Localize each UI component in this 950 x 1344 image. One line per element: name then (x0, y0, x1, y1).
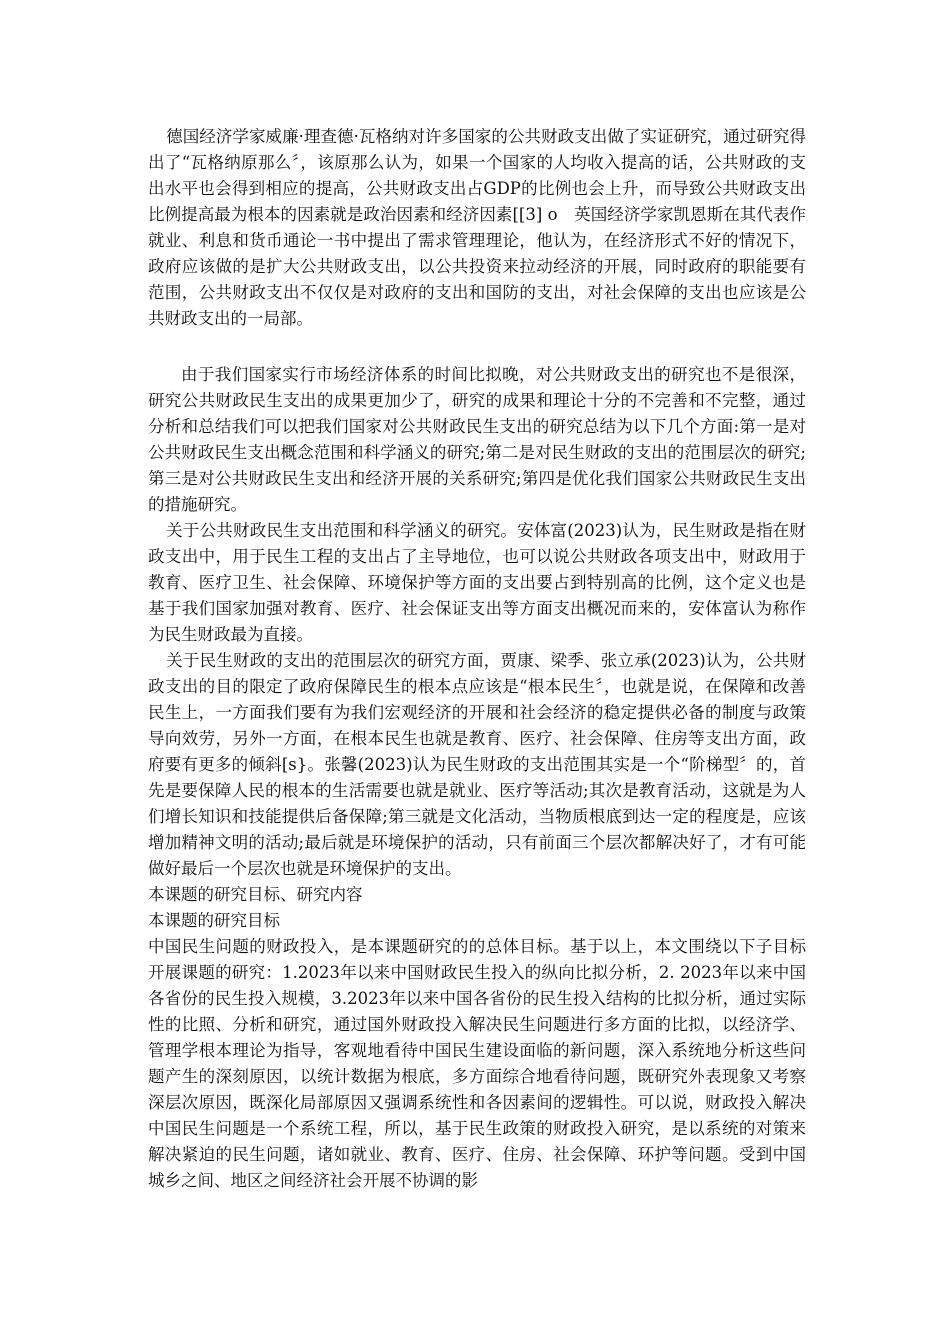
section-heading-goals: 本课题的研究目标 (148, 911, 280, 930)
section-heading-goals-content: 本课题的研究目标、研究内容 (148, 885, 363, 904)
document-page (148, 124, 806, 1194)
paragraph-scope-definition: 关于公共财政民生支出范围和科学涵义的研究。安体富(2023)认为，民生财政是指在财政支出中，用于民生工程的支出占了主导地位，也可以说公共财政各项支出中，财政用于教育、医疗卫生、社会保障、环境保护等方面的支出要占到特别高的比例，这个定义也是基于我们国家加强对教育、医疗、社会保证支出等方面支出概况而来的，安体富认为称作为民生财政最为直接。 (148, 521, 806, 644)
paragraph-domestic-research: 由于我们国家实行市场经济体系的时间比拟晚，对公共财政支出的研究也不是很深，研究公共财政民生支出的成果更加少了，研究的成果和理论十分的不完善和不完整，通过分析和总结我们可以把我们国家对公共财政民生支出的研究总结为以下几个方面:第一是对公共财政民生支出概念范围和科学涵义的研究;第二是对民生财政的支出的范围层次的研究;第三是对公共财政民生支出和经济开展的关系研究;第四是优化我们国家公共财政民生支出的措施研究。 (148, 365, 806, 514)
paragraph-scope-levels: 关于民生财政的支出的范围层次的研究方面，贾康、梁季、张立承(2023)认为，公共财政支出的目的限定了政府保障民生的根本点应该是“根本民生〞，也就是说，在保障和改善民生上，一方面我们要有为我们宏观经济的开展和社会经济的稳定提供必备的制度与政策导向效劳，另外一方面，在根本民生也就是教育、医疗、社会保障、住房等支出方面，政府要有更多的倾斜[s}。张馨(2023)认为民生财政的支出范围其实是一个“阶梯型〞的，首先是要保障人民的根本的生活需要也就是就业、医疗等活动;其次是教育活动，这就是为人们增长知识和技能提供后备保障;第三就是文化活动，当物质根底到达一定的程度是，应该增加精神文明的活动;最后就是环境保护的活动，只有前面三个层次都解决好了，才有可能做好最后一个层次也就是环境保护的支出。 (148, 651, 806, 878)
paragraph-research-goal: 中国民生问题的财政投入，是本课题研究的的总体目标。基于以上，本文围绕以下子目标开展课题的研究：1.2023年以来中国财政民生投入的纵向比拟分析，2. 2023年以来中国各省份的民生投入规模，3.2023年以来中国各省份的民生投入结构的比拟分析，通过实际性的比照、分析和研究，通过国外财政投入解决民生问题进行多方面的比拟，以经济学、管理学根本理论为指导，客观地看待中国民生建设面临的新问题，深入系统地分析这些问题产生的深刻原因，以统计数据为根底，多方面综合地看待问题，既研究外表现象又考察深层次原因，既深化局部原因又强调系统性和各因素间的逻辑性。可以说，财政投入解决中国民生问题是一个系统工程，所以，基于民生政策的财政投入研究，是以系统的对策来解决紧迫的民生问题，诸如就业、教育、医疗、住房、社会保障、环护等问题。受到中国城乡之间、地区之间经济社会开展不协调的影 (148, 937, 806, 1190)
paragraph-wagner-keynes: 德国经济学家威廉·理查德·瓦格纳对许多国家的公共财政支出做了实证研究，通过研究得出了“瓦格纳原那么〞，该原那么认为，如果一个国家的人均收入提高的话，公共财政的支出水平也会得到相应的提高，公共财政支出占GDP的比例也会上升，而导致公共财政支出比例提高最为根本的因素就是政治因素和经济因素[[3] o 英国经济学家凯恩斯在其代表作就业、利息和货币通论一书中提出了需求管理理论，他认为，在经济形式不好的情况下，政府应该做的是扩大公共财政支出，以公共投资来拉动经济的开展，同时政府的职能要有范围，公共财政支出不仅仅是对政府的支出和国防的支出，对社会保障的支出也应该是公共财政支出的一局部。 (148, 127, 806, 328)
